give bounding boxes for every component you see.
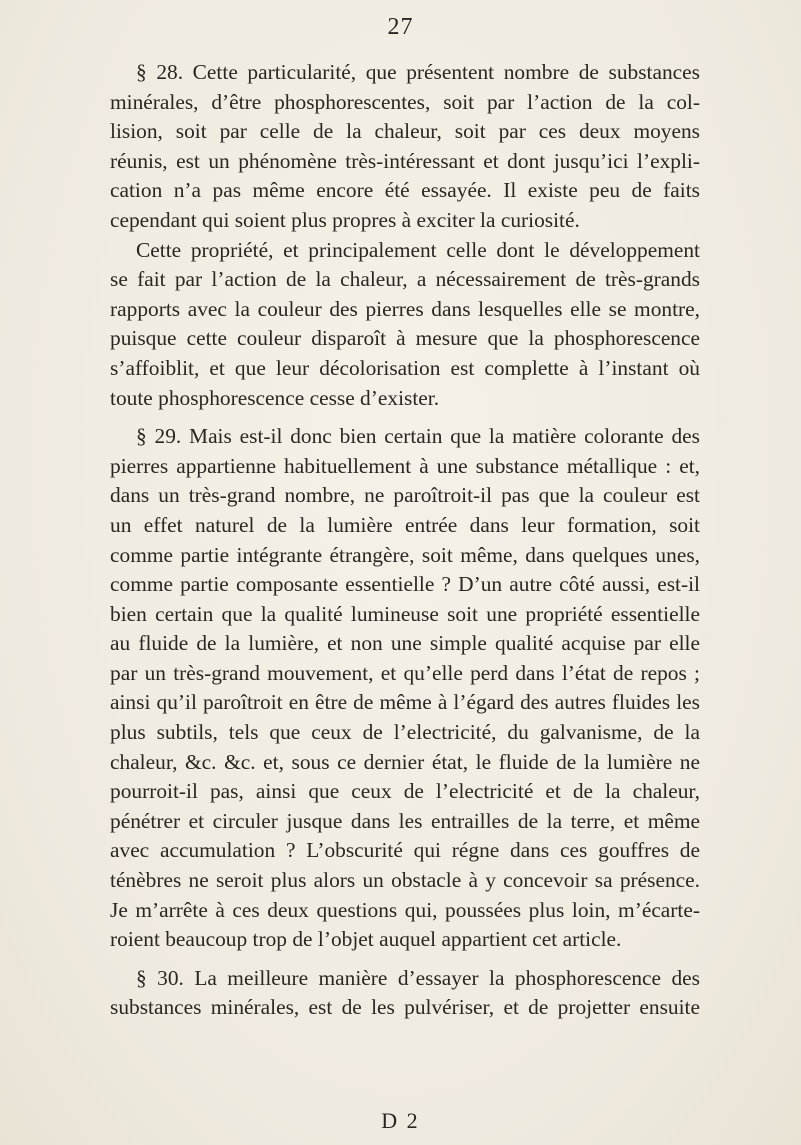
paragraph-30 bbox=[110, 964, 700, 1023]
text-line: ténèbres ne seroit plus alors un obstacle à y concevoir sa présence. bbox=[110, 868, 700, 893]
text-line: avec accumulation ? L’obscurité qui régne dans ces gouffres de bbox=[110, 838, 700, 863]
text-line: substances minérales, est de les pulvériser, et de projetter ensuite bbox=[110, 995, 700, 1020]
text-line: comme partie composante essentielle ? D’un autre côté aussi, est-il bbox=[110, 572, 700, 597]
page-number: 27 bbox=[387, 14, 414, 40]
text-line: dans un très-grand nombre, ne paroîtroit-il pas que la couleur est bbox=[110, 483, 700, 508]
text-line: cation n’a pas même encore été essayée. Il existe peu de faits bbox=[110, 178, 700, 203]
paragraph-28-continued bbox=[110, 236, 700, 414]
text-line: Cette propriété, et principalement celle dont le développement bbox=[136, 237, 700, 262]
text-line: pénétrer et circuler jusque dans les entrailles de la terre, et même bbox=[110, 808, 700, 833]
text-line: se fait par l’action de la chaleur, a nécessairement de très-grands bbox=[110, 267, 700, 292]
text-line: cependant qui soient plus propres à exciter la curiosité. bbox=[110, 207, 580, 232]
text-line: § 29. Mais est-il donc bien certain que la matière colorante des bbox=[136, 424, 700, 449]
signature-mark: D 2 bbox=[381, 1108, 420, 1133]
text-line: puisque cette couleur disparoît à mesure que la phosphorescence bbox=[110, 326, 700, 351]
text-line: par un très-grand mouvement, et qu’elle perd dans l’état de repos ; bbox=[110, 660, 700, 685]
text-line: toute phosphorescence cesse d’exister. bbox=[110, 385, 440, 410]
text-line: au fluide de la lumière, et non une simple qualité acquise par elle bbox=[110, 631, 700, 656]
text-line: ainsi qu’il paroîtroit en être de même à l’égard des autres fluides les bbox=[110, 690, 700, 715]
text-line: chaleur, &c. &c. et, sous ce dernier état, le fluide de la lumière ne bbox=[110, 749, 700, 774]
text-line: un effet naturel de la lumière entrée dans leur formation, soit bbox=[110, 512, 700, 537]
text-line: pourroit-il pas, ainsi que ceux de l’electricité et de la chaleur, bbox=[110, 779, 700, 804]
text-line: Je m’arrête à ces deux questions qui, poussées plus loin, m’écarte- bbox=[110, 897, 700, 922]
text-line: comme partie intégrante étrangère, soit même, dans quelques unes, bbox=[110, 542, 700, 567]
text-line: minérales, d’être phosphorescentes, soit par l’action de la col- bbox=[110, 89, 700, 114]
text-line: § 28. Cette particularité, que présentent nombre de substances bbox=[136, 60, 700, 84]
body-text bbox=[110, 58, 700, 1023]
text-line: § 30. La meilleure manière d’essayer la phosphorescence des bbox=[136, 965, 700, 990]
text-line: pierres appartienne habituellement à une substance métallique : et, bbox=[110, 453, 700, 478]
text-line: roient beaucoup trop de l’objet auquel appartient cet article. bbox=[110, 927, 622, 952]
text-line: rapports avec la couleur des pierres dans lesquelles elle se montre, bbox=[110, 296, 700, 321]
paragraph-29 bbox=[110, 422, 700, 955]
paragraph-28 bbox=[110, 58, 700, 236]
text-line: s’affoiblit, et que leur décolorisation est complette à l’instant où bbox=[110, 355, 700, 380]
text-line: lision, soit par celle de la chaleur, soit par ces deux moyens bbox=[110, 119, 700, 144]
text-line: bien certain que la qualité lumineuse soit une propriété essentielle bbox=[110, 601, 700, 626]
text-line: réunis, est un phénomène très-intéressant et dont jusqu’ici l’expli- bbox=[110, 148, 700, 173]
text-line: plus subtils, tels que ceux de l’electricité, du galvanisme, de la bbox=[110, 720, 700, 745]
